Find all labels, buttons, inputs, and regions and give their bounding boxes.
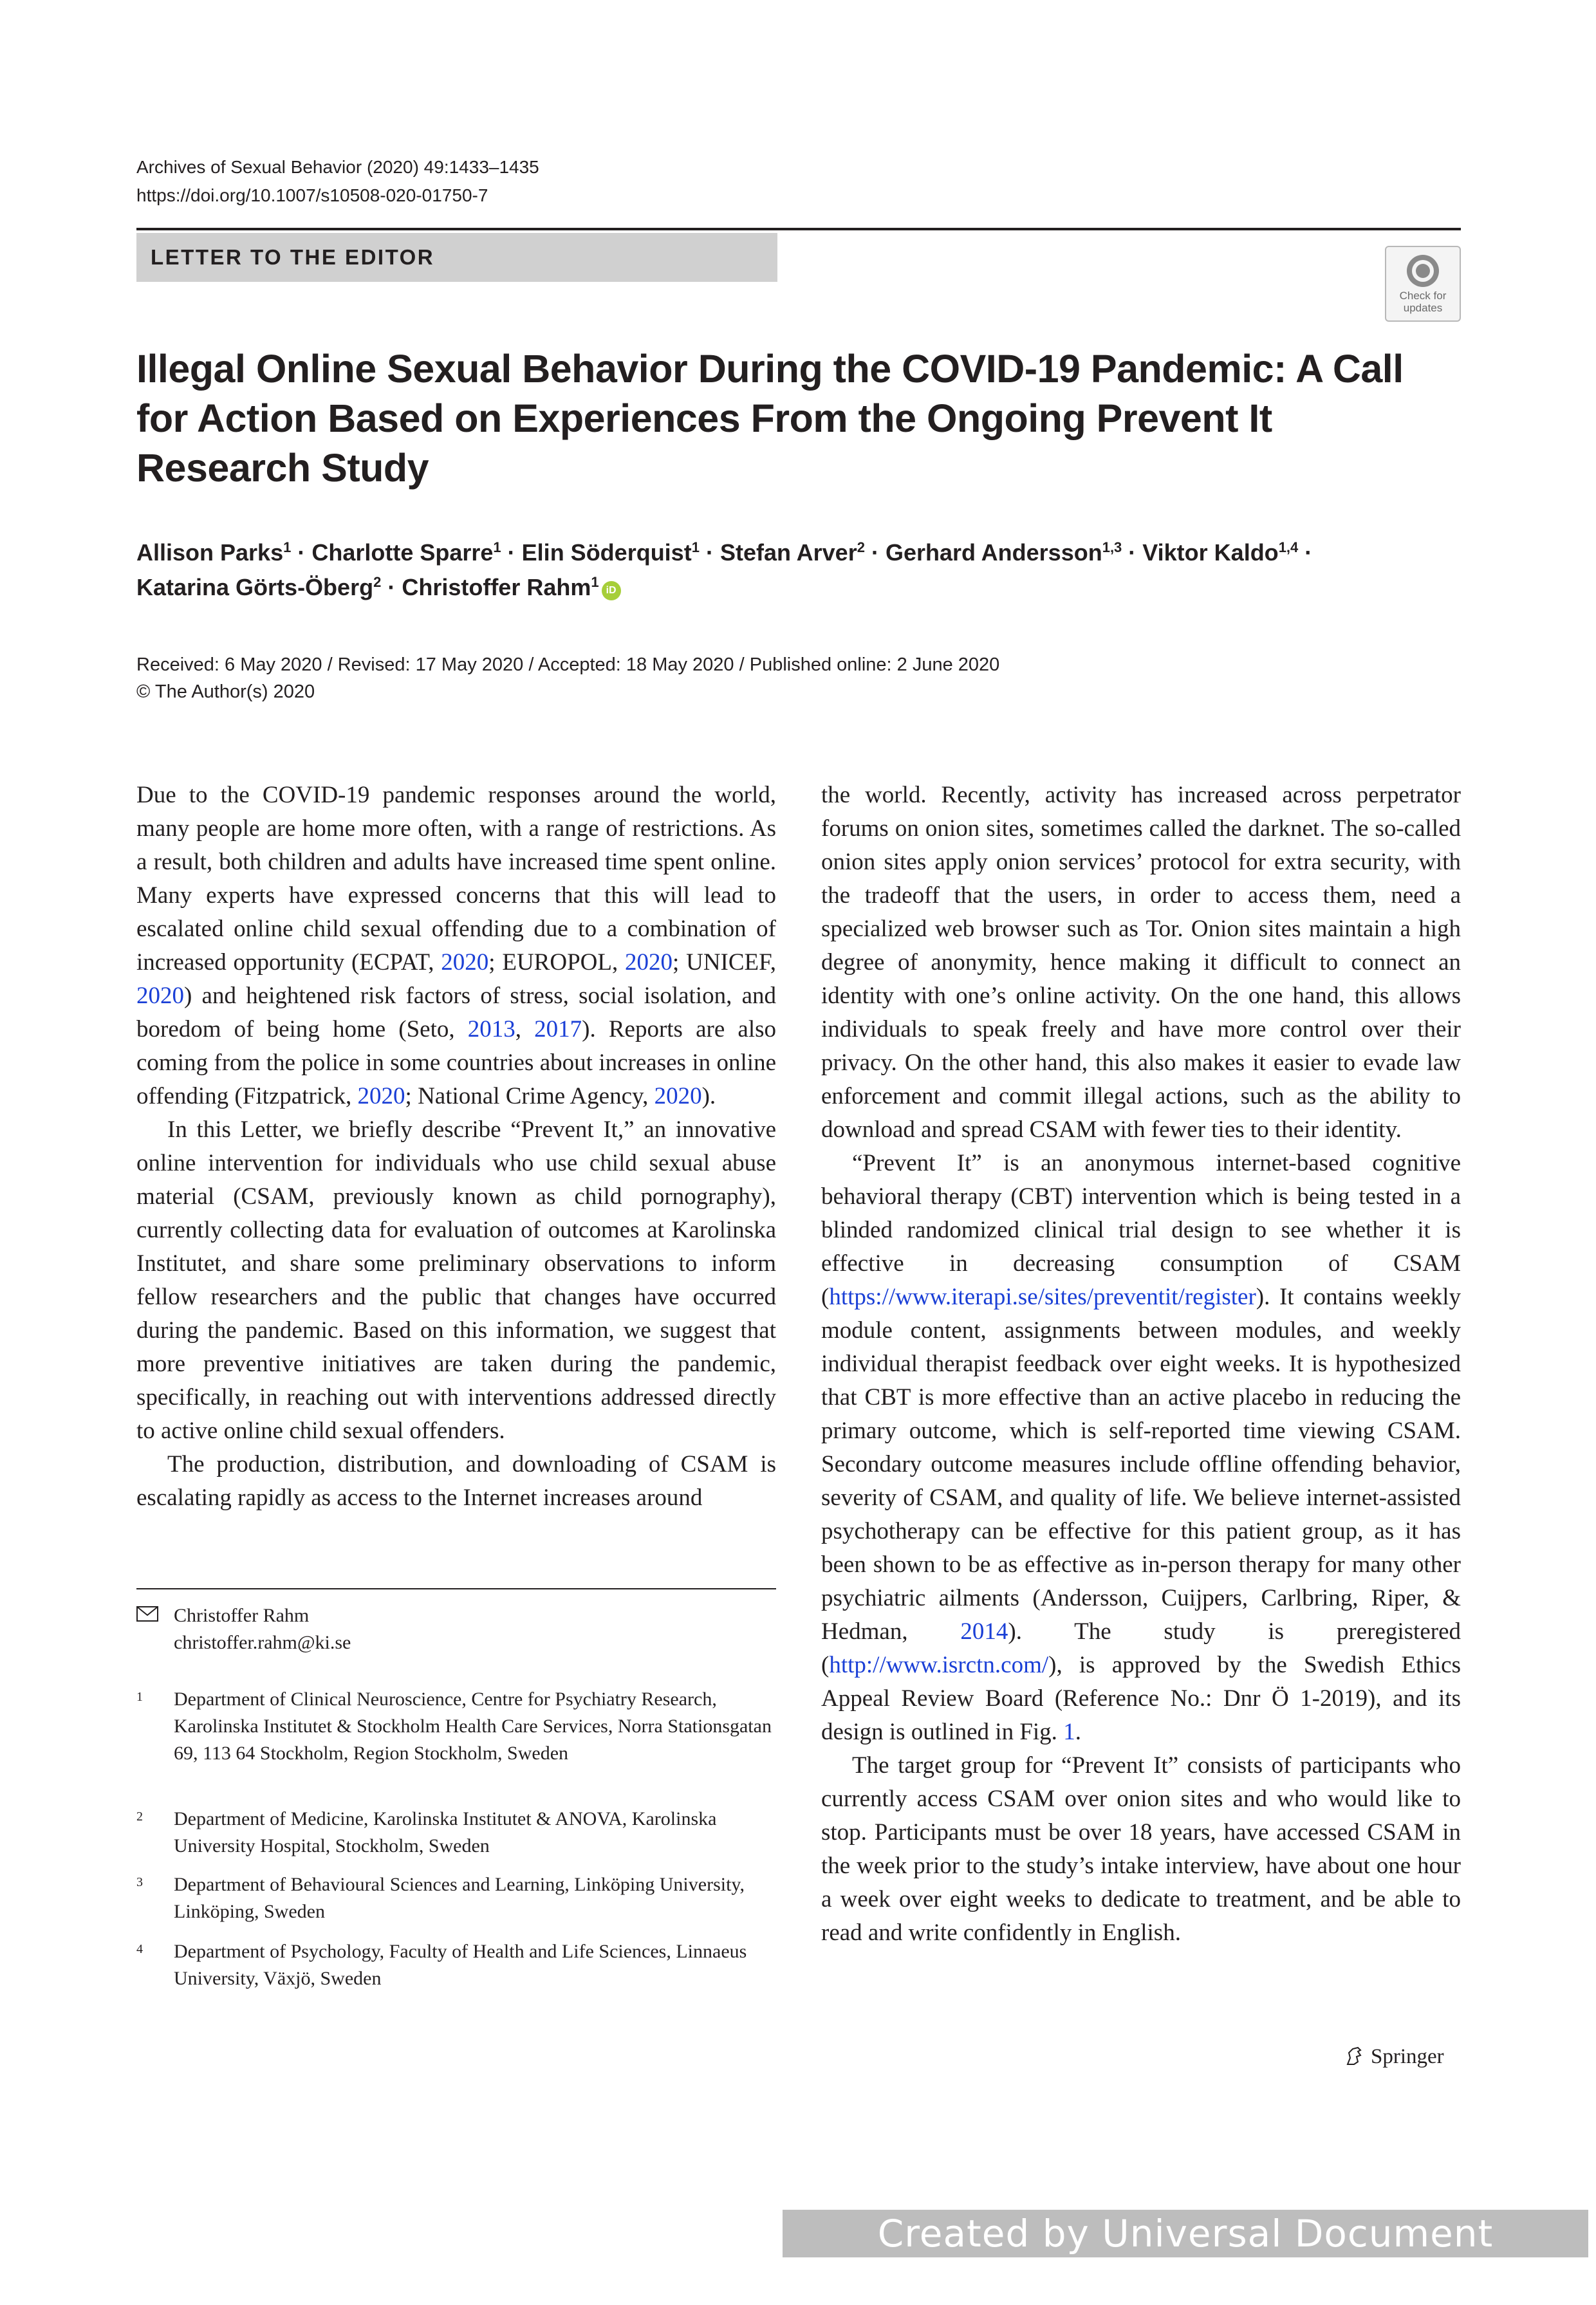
article-title: Illegal Online Sexual Behavior During the COVID-19 Pandemic: A Call for Action Based on Experiences From the Ongoing Prevent It Research Study <box>136 347 1404 490</box>
doi-link[interactable]: https://doi.org/10.1007/s10508-020-01750-7 <box>136 185 488 205</box>
history-dates: Received: 6 May 2020 / Revised: 17 May 2020 / Accepted: 18 May 2020 / Published online: 2 June 2020 <box>136 654 1000 675</box>
register-url-link[interactable]: https://www.iterapi.se/sites/preventit/register <box>829 1284 1256 1310</box>
author-name[interactable]: Elin Söderquist <box>521 539 692 566</box>
author-name[interactable]: Christoffer Rahm <box>402 574 591 600</box>
author-affiliation-mark: 1 <box>283 539 292 555</box>
watermark-banner: Created by Universal Document Converter <box>783 2210 1588 2257</box>
affiliation <box>136 1938 776 1992</box>
affiliation-number: 1 <box>136 1690 143 1704</box>
citation-link[interactable]: 2017 <box>534 1016 582 1042</box>
copyright-line: © The Author(s) 2020 <box>136 681 315 702</box>
publication-dates <box>136 651 999 705</box>
journal-citation: Archives of Sexual Behavior (2020) 49:1433–1435 <box>136 157 539 177</box>
footnote-rule <box>136 1588 776 1589</box>
paragraph: “Prevent It” is an anonymous internet-based cognitive behavioral therapy (CBT) intervention which is being tested in a blinded randomized clinical trial design to see whether it is effective in decreasing consumption of CSAM (https://www.iterapi.se/sites/preventit/register). It contains weekly module content, assignments between modules, and weekly individual therapist feedback over eight weeks. It is hypothesized that CBT is more effective than an active placebo in reducing the primary outcome, which is self-reported time viewing CSAM. Secondary outcome measures include offline offending behavior, severity of CSAM, and quality of life. We believe internet-assisted psychotherapy can be effective for this patient group, as it has been shown to be as effective as in-person therapy for many other psychiatric ailments (Andersson, Cuijpers, Carlbring, Riper, & Hedman, 2014). The study is preregistered (http://www.isrctn.com/), is approved by the Swedish Ethics Appeal Review Board (Reference No.: Dnr Ö 1-2019), and its design is outlined in Fig. 1. <box>821 1150 1461 1745</box>
body-column-right <box>821 779 1461 1950</box>
badge-line-2: updates <box>1403 302 1443 314</box>
affiliation-text: Department of Clinical Neuroscience, Centre for Psychiatry Research, Karolinska Institutet & Stockholm Health Care Services, Norra Stationsgatan 69, 113 64 Stockholm, Region Stockholm, Sweden <box>174 1689 772 1764</box>
citation-link[interactable]: 2020 <box>357 1083 405 1109</box>
author-name[interactable]: Charlotte Sparre <box>311 539 494 566</box>
author-affiliation-mark: 1 <box>591 574 599 590</box>
journal-header <box>136 153 539 210</box>
author-affiliation-mark: 2 <box>373 574 382 590</box>
author-name[interactable]: Viktor Kaldo <box>1142 539 1279 566</box>
corresponding-name: Christoffer Rahm <box>174 1605 310 1626</box>
author-affiliation-mark: 2 <box>857 539 865 555</box>
affiliation-number: 2 <box>136 1810 143 1824</box>
citation-link[interactable]: 2020 <box>136 983 184 1009</box>
affiliation <box>136 1686 776 1767</box>
isrctn-url-link[interactable]: http://www.isrctn.com/ <box>829 1652 1049 1678</box>
body-column-left <box>136 779 776 1515</box>
affiliation-text: Department of Behavioural Sciences and Learning, Linköping University, Linköping, Sweden <box>174 1874 745 1922</box>
affiliation <box>136 1806 776 1860</box>
affiliation <box>136 1871 776 1925</box>
affiliation-text: Department of Medicine, Karolinska Institutet & ANOVA, Karolinska University Hospital, Stockholm, Sweden <box>174 1808 717 1856</box>
section-label: LETTER TO THE EDITOR <box>136 233 777 282</box>
paragraph-continued: The production, distribution, and downloading of CSAM is escalating rapidly as access to the Internet increases around <box>136 1451 776 1511</box>
citation-link[interactable]: 2020 <box>441 949 489 976</box>
paragraph: In this Letter, we briefly describe “Prevent It,” an innovative online intervention for individuals who use child sexual abuse material (CSAM, previously known as child pornography), currently collecting data for evaluation of outcomes at Karolinska Institutet, and share some preliminary observations to inform fellow researchers and the public that changes have occurred during the pandemic. Based on this information, we suggest that more preventive initiatives are taken during the pandemic, specifically, in reaching out with interventions addressed directly to active online child sexual offenders. <box>136 1116 776 1444</box>
paragraph: Due to the COVID-19 pandemic responses around the world, many people are home more often, with a range of restrictions. As a result, both children and adults have increased time spent online. Many experts have expressed concerns that this will lead to escalated online child sexual offending due to a combination of increased opportunity (ECPAT, 2020; EUROPOL, 2020; UNICEF, 2020) and heightened risk factors of stress, social isolation, and boredom of being home (Seto, 2013, 2017). Reports are also coming from the police in some countries about increases in online offending (Fitzpatrick, 2020; National Crime Agency, 2020). <box>136 782 777 1109</box>
header-rule <box>136 228 1461 230</box>
corresponding-author <box>136 1602 776 1656</box>
citation-link[interactable]: 2014 <box>960 1618 1008 1645</box>
author-name[interactable]: Stefan Arver <box>719 539 857 566</box>
author-name[interactable]: Gerhard Andersson <box>885 539 1102 566</box>
affiliation-number: 4 <box>136 1942 143 1956</box>
orcid-icon[interactable]: iD <box>602 581 621 600</box>
author-list: Allison Parks$^1$ · Charlotte Sparre$^1$ · Elin Söderquist$^1$ · Stefan Arver$^2$ · Gerhard Andersson$^{1,3}$ · Viktor Kaldo$^{1,4}$ · Katarina Görts-Öberg$^2$ · Christoffer Rahm$^1$iD <box>136 539 1313 600</box>
publisher-mark <box>1344 2042 1444 2071</box>
figure-link[interactable]: 1 <box>1063 1719 1075 1745</box>
author-affiliation-mark: 1,4 <box>1278 539 1299 555</box>
author-affiliation-mark: 1 <box>493 539 501 555</box>
affiliation-text: Department of Psychology, Faculty of Health and Life Sciences, Linnaeus University, Växjö, Sweden <box>174 1941 747 1989</box>
author-name[interactable]: Allison Parks <box>136 539 284 566</box>
springer-horse-icon <box>1344 2045 1366 2067</box>
citation-link[interactable]: 2013 <box>467 1016 515 1042</box>
author-affiliation-mark: 1,3 <box>1102 539 1122 555</box>
author-name[interactable]: Katarina Görts-Öberg <box>136 574 374 600</box>
author-affiliation-mark: 1 <box>691 539 700 555</box>
check-for-updates-badge[interactable] <box>1385 246 1461 322</box>
check-for-updates-icon <box>1406 254 1440 288</box>
citation-link[interactable]: 2020 <box>625 949 673 976</box>
affiliation-number: 3 <box>136 1875 143 1889</box>
badge-line-1: Check for <box>1399 290 1447 302</box>
citation-link[interactable]: 2020 <box>654 1083 702 1109</box>
paragraph-continuation: the world. Recently, activity has increased across perpetrator forums on onion sites, sometimes called the darknet. The so-called onion sites apply onion services’ protocol for extra security, with the tradeoff that the users, in order to access them, need a specialized web browser such as Tor. Onion sites maintain a high degree of anonymity, hence making it difficult to connect an identity with one’s online activity. On the one hand, this allows individuals to speak freely and have more control over their privacy. On the other hand, this also makes it easier to evade law enforcement and commit illegal actions, such as the ability to download and spread CSAM with fewer ties to their identity. <box>821 782 1461 1143</box>
paragraph: The target group for “Prevent It” consists of participants who currently access CSAM over onion sites and who would like to stop. Participants must be over 18 years, have accessed CSAM in the week prior to the study’s intake interview, have about one hour a week over eight weeks to dedicate to treatment, and be able to read and write confidently in English. <box>821 1752 1461 1946</box>
envelope-icon <box>136 1606 158 1622</box>
publisher-name: Springer <box>1371 2045 1444 2068</box>
corresponding-email[interactable]: christoffer.rahm@ki.se <box>174 1632 351 1653</box>
